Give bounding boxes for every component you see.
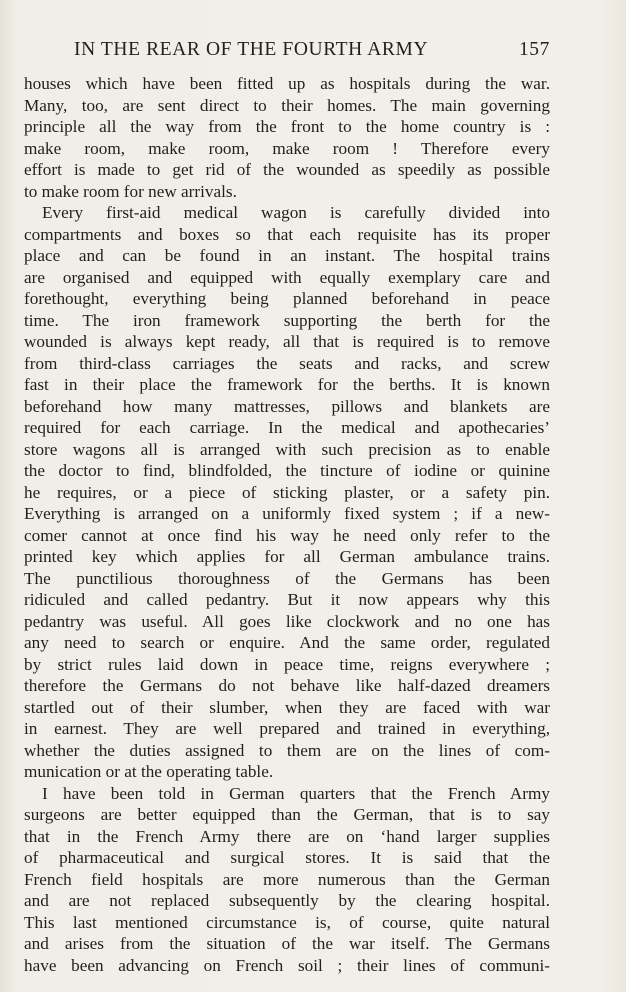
text-line: munication or at the operating table.: [24, 762, 274, 781]
text-line: of pharmaceutical and surgical stores. It is said that the: [24, 848, 550, 867]
text-line: Every first-aid medical wagon is carefully divided into: [42, 203, 550, 222]
text-line: required for each carriage. In the medical and apothecaries’: [24, 418, 550, 437]
text-line: forethought, everything being planned beforehand in peace: [24, 289, 550, 308]
text-line: are organised and equipped with equally exemplary care and: [24, 267, 550, 287]
text-line: compartments and boxes so that each requisite has its proper: [24, 224, 550, 244]
text-line: Everything is arranged on a uniformly fixed system ; if a new-: [24, 504, 550, 523]
text-line: make room, make room, make room ! Therefore every: [24, 138, 550, 158]
text-line: the doctor to find, blindfolded, the tincture of iodine or quinine: [24, 461, 550, 480]
text-line: by strict rules laid down in peace time, reigns everywhere ;: [24, 654, 550, 674]
text-line: ridiculed and called pedantry. But it now appears why this: [24, 590, 550, 609]
text-line: printed key which applies for all German ambulance trains.: [24, 547, 550, 566]
text-line: store wagons all is arranged with such precision as to enable: [24, 439, 550, 459]
text-line: beforehand how many mattresses, pillows and blankets are: [24, 396, 550, 416]
text-line: French field hospitals are more numerous than the German: [24, 869, 550, 889]
text-line: in earnest. They are well prepared and trained in everything,: [24, 719, 550, 738]
text-line: I have been told in German quarters that the French Army: [42, 783, 550, 803]
running-header: [50, 36, 550, 64]
text-line: wounded is always kept ready, all that is required is to remove: [24, 332, 550, 351]
text-line: any need to search or enquire. And the same order, regulated: [24, 633, 550, 652]
text-line: pedantry was useful. All goes like clockwork and no one has: [24, 611, 550, 631]
text-line: he requires, or a piece of sticking plaster, or a safety pin.: [24, 482, 550, 502]
text-line: houses which have been fitted up as hospitals during the war.: [24, 74, 550, 93]
text-line: time. The iron framework supporting the berth for the: [24, 310, 550, 330]
text-line: from third-class carriages the seats and racks, and screw: [24, 353, 550, 373]
page-number: 157: [518, 39, 550, 60]
text-line: effort is made to get rid of the wounded as speedily as possible: [24, 160, 550, 179]
text-line: fast in their place the framework for the berths. It is known: [24, 375, 550, 394]
text-line: Many, too, are sent direct to their homes. The main governing: [24, 95, 550, 115]
text-line: startled out of their slumber, when they are faced with war: [24, 697, 550, 717]
text-line: therefore the Germans do not behave like half-dazed dreamers: [24, 676, 550, 695]
text-line: and are not replaced subsequently by the clearing hospital.: [24, 891, 550, 910]
text-line: and arises from the situation of the war itself. The Germans: [24, 934, 550, 953]
text-line: to make room for new arrivals.: [24, 181, 237, 201]
text-line: that in the French Army there are on ‘hand larger supplies: [24, 826, 550, 846]
text-line: surgeons are better equipped than the German, that is to say: [24, 805, 550, 824]
body-text: [24, 73, 550, 976]
text-line: This last mentioned circumstance is, of course, quite natural: [24, 912, 550, 932]
text-line: comer cannot at once find his way he need only refer to the: [24, 525, 550, 545]
text-line: place and can be found in an instant. The hospital trains: [24, 246, 550, 265]
running-title: IN THE REAR OF THE FOURTH ARMY: [74, 39, 429, 60]
text-line: The punctilious thoroughness of the Germans has been: [24, 568, 550, 588]
text-line: whether the duties assigned to them are on the lines of com-: [24, 740, 550, 760]
text-line: principle all the way from the front to the home country is :: [24, 117, 550, 136]
text-line: have been advancing on French soil ; their lines of communi-: [24, 955, 550, 975]
